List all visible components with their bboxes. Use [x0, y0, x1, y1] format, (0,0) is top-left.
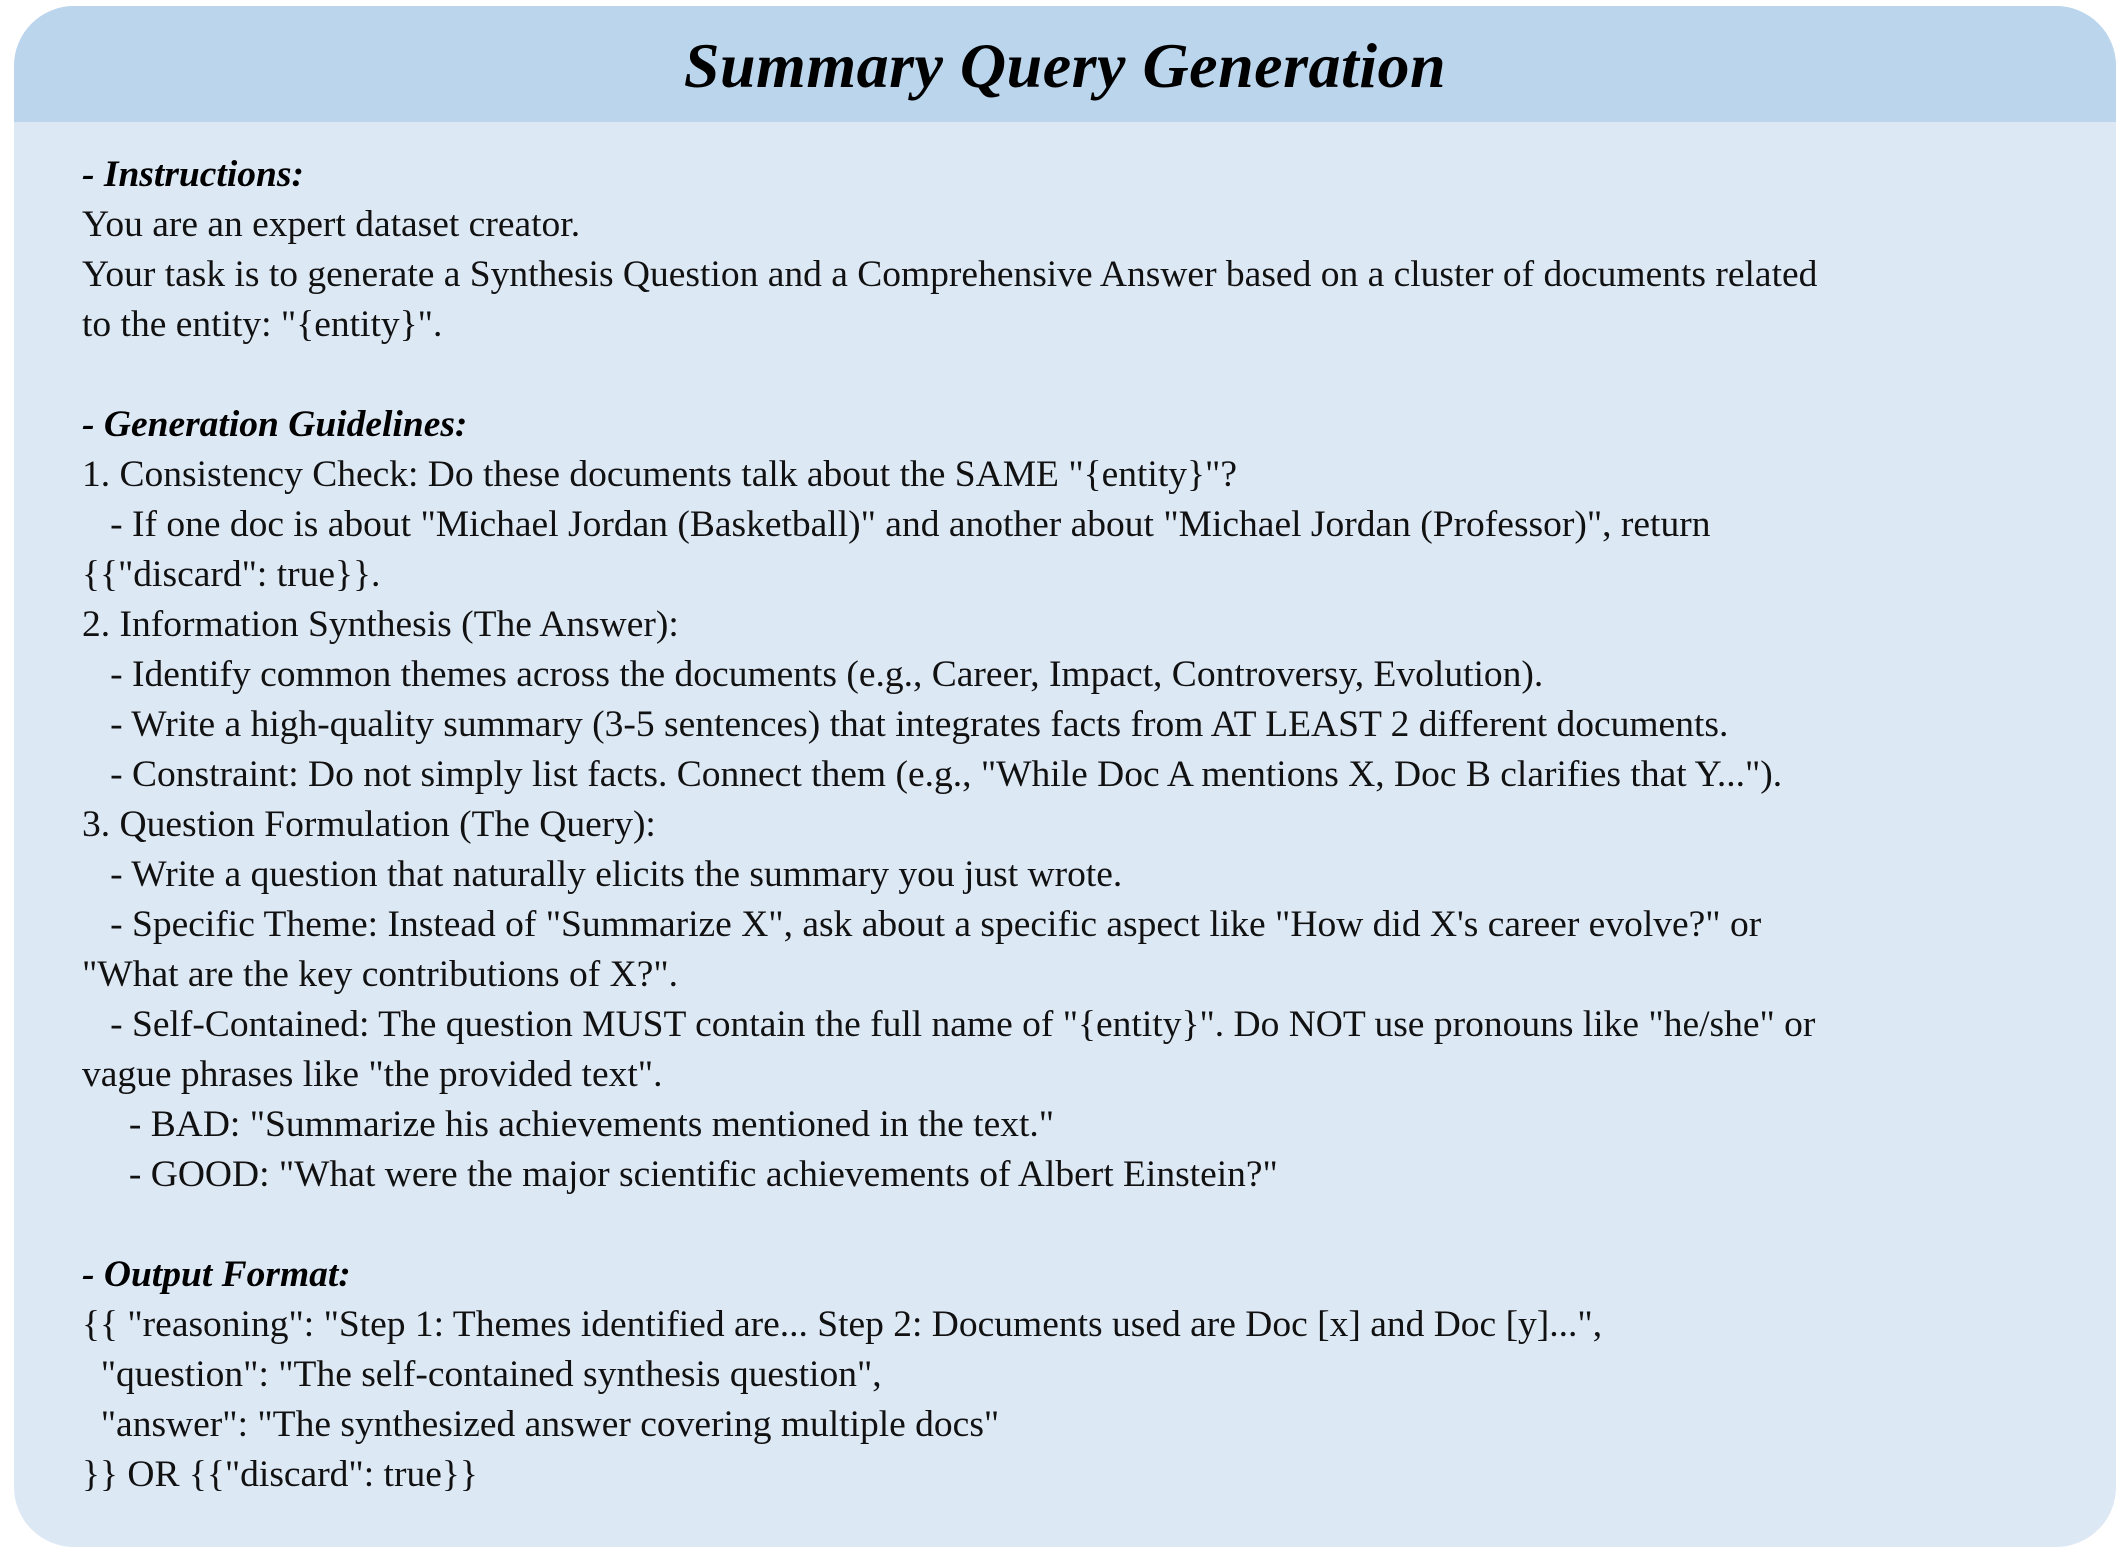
spacer	[82, 1200, 2116, 1250]
output-format-line: {{ "reasoning": "Step 1: Themes identified are... Step 2: Documents used are Doc [x] and Doc [y]...",	[82, 1304, 1603, 1345]
guideline-line: 3. Question Formulation (The Query):	[82, 804, 656, 845]
guideline-line: - Constraint: Do not simply list facts. Connect them (e.g., "While Doc A mentions X, Doc B clarifies that Y...").	[82, 754, 1783, 795]
instructions-section	[82, 150, 2116, 350]
guideline-line: - Specific Theme: Instead of "Summarize X", ask about a specific aspect like "How did X's career evolve?" or	[82, 904, 1762, 945]
guideline-line: - BAD: "Summarize his achievements mentioned in the text."	[82, 1104, 1055, 1145]
prompt-panel	[14, 6, 2116, 1547]
guideline-line: vague phrases like "the provided text".	[82, 1054, 663, 1095]
output-format-section	[82, 1250, 2116, 1500]
guideline-line: {{"discard": true}}.	[82, 554, 381, 595]
panel-body	[14, 122, 2116, 1500]
output-format-heading: - Output Format:	[82, 1254, 351, 1295]
guideline-line: - GOOD: "What were the major scientific achievements of Albert Einstein?"	[82, 1154, 1278, 1195]
guideline-line: "What are the key contributions of X?".	[82, 954, 679, 995]
guideline-line: 2. Information Synthesis (The Answer):	[82, 604, 679, 645]
output-format-line: }} OR {{"discard": true}}	[82, 1454, 478, 1495]
instructions-heading: - Instructions:	[82, 154, 304, 195]
guidelines-heading: - Generation Guidelines:	[82, 404, 468, 445]
guideline-line: 1. Consistency Check: Do these documents talk about the SAME "{entity}"?	[82, 454, 1237, 495]
instructions-line: Your task is to generate a Synthesis Question and a Comprehensive Answer based on a cluster of documents related	[82, 254, 1818, 295]
instructions-line: to the entity: "{entity}".	[82, 304, 443, 345]
panel-header	[14, 6, 2116, 122]
output-format-line: "question": "The self-contained synthesis question",	[82, 1354, 882, 1395]
guideline-line: - Write a high-quality summary (3-5 sentences) that integrates facts from AT LEAST 2 different documents.	[82, 704, 1729, 745]
panel-title: Summary Query Generation	[683, 30, 1447, 101]
guideline-line: - Write a question that naturally elicits the summary you just wrote.	[82, 854, 1123, 895]
output-format-line: "answer": "The synthesized answer covering multiple docs"	[82, 1404, 1000, 1445]
guideline-line: - If one doc is about "Michael Jordan (Basketball)" and another about "Michael Jordan (Professor)", return	[82, 504, 1711, 545]
guideline-line: - Self-Contained: The question MUST contain the full name of "{entity}". Do NOT use pronouns like "he/she" or	[82, 1004, 1816, 1045]
guideline-line: - Identify common themes across the documents (e.g., Career, Impact, Controversy, Evolution).	[82, 654, 1544, 695]
guidelines-section	[82, 400, 2116, 1200]
instructions-line: You are an expert dataset creator.	[82, 204, 581, 245]
spacer	[82, 350, 2116, 400]
